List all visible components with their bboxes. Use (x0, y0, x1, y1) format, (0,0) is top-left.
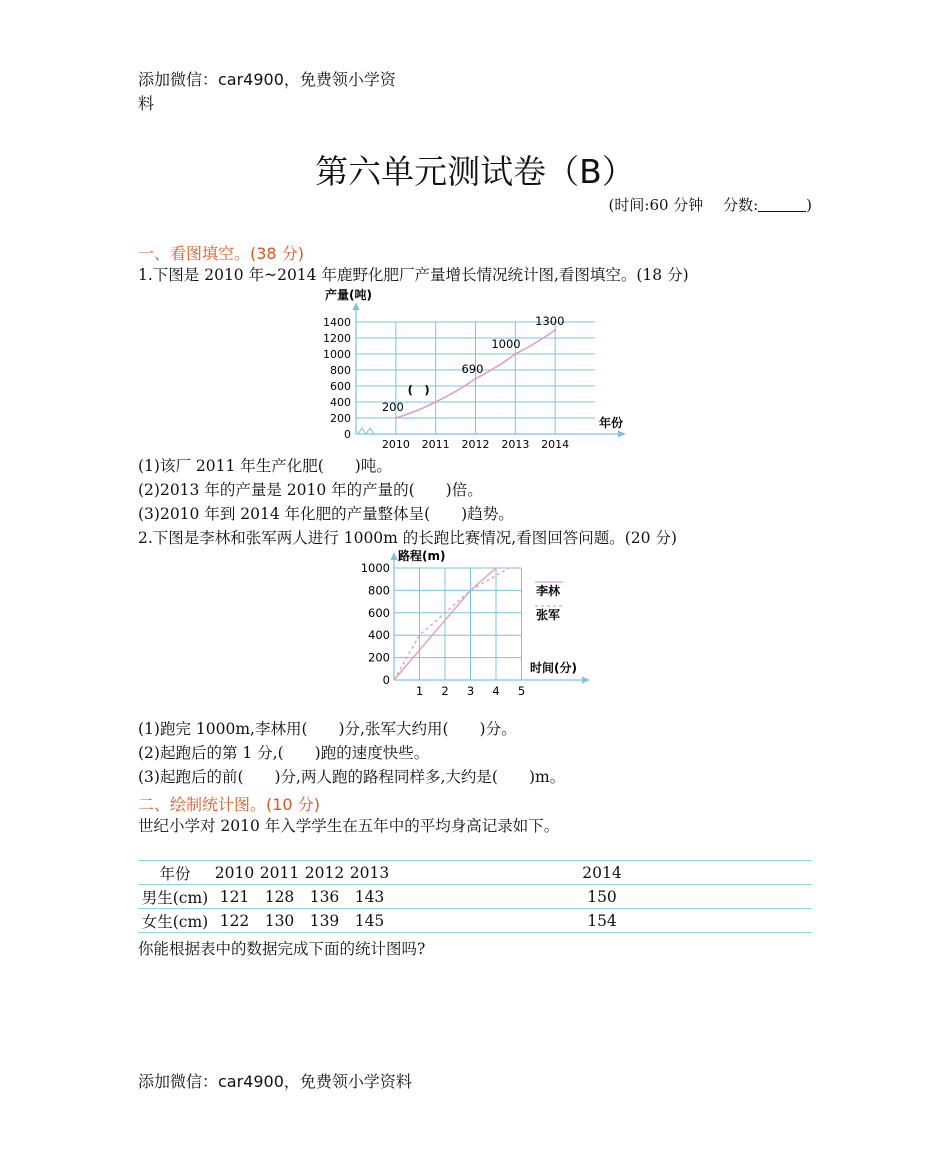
chart1-data-point (474, 378, 476, 380)
chart2-xlabel: 时间(分) (530, 661, 577, 675)
chart1-data-label: ( ) (407, 383, 430, 397)
production-line-chart (310, 280, 640, 452)
table-row (138, 909, 812, 933)
page-title: 第六单元测试卷（B） (315, 152, 635, 191)
table-cell: 2010 (212, 861, 257, 885)
section2-heading: 二、绘制统计图。(10 分) (138, 795, 320, 814)
chart2-x-tick-label: 3 (466, 684, 475, 698)
chart2-x-tick-label: 2 (441, 684, 449, 698)
table-cell: 男生(cm) (138, 885, 212, 909)
chart1-data-label: 200 (381, 400, 404, 414)
chart1-x-tick-label: 2013 (501, 438, 530, 451)
chart1-y-tick-label: 400 (330, 396, 351, 409)
header-ad-line1: 添加微信：car4900，免费领小学资 (138, 70, 396, 89)
chart2-axes (361, 552, 590, 698)
chart1-data-point (395, 417, 397, 419)
chart1-data-point (514, 353, 516, 355)
height-table-header (138, 861, 812, 885)
table-cell: 年份 (138, 861, 212, 885)
header-ad (138, 68, 396, 116)
table-cell: 121 (212, 885, 257, 909)
chart2-x-tick-label: 1 (415, 684, 424, 698)
chart1-data-label: 690 (461, 361, 484, 376)
chart2-grid (394, 568, 522, 680)
exam-meta-text: (时间:60 分钟 分数: (608, 196, 759, 214)
chart2-x-tick-label: 5 (517, 684, 526, 698)
table-cell: 136 (302, 885, 347, 909)
table-cell: 2011 (257, 861, 302, 885)
section2-intro: 世纪小学对 2010 年入学学生在五年中的平均身高记录如下。 (138, 817, 560, 835)
table-cell: 145 (347, 909, 392, 933)
table-cell: 139 (302, 909, 347, 933)
chart2-series-zhangjun (394, 568, 509, 680)
chart2-ylabel: 路程(m) (398, 549, 446, 563)
chart1-data-label: 1000 (491, 337, 521, 351)
chart2-y-tick-label: 1000 (360, 561, 390, 575)
chart1-data-point (434, 401, 436, 403)
chart1-x-tick-label: 2014 (541, 438, 570, 451)
chart1-y-arrow (353, 302, 360, 310)
score-blank (758, 197, 806, 212)
chart1-y-tick-label: 800 (330, 364, 351, 377)
q1-item-2: (2)2013 年的产量是 2010 年的产量的( )倍。 (138, 481, 483, 499)
chart1-data-point (554, 329, 556, 331)
table-question: 你能根据表中的数据完成下面的统计图吗? (138, 940, 426, 958)
chart1-y-tick-label: 200 (330, 412, 351, 425)
q2-item-1: (1)跑完 1000m,李林用( )分,张军大约用( )分。 (138, 720, 517, 738)
table-cell: 150 (392, 885, 812, 909)
chart2-y-tick-label: 400 (368, 628, 390, 643)
height-table (138, 860, 812, 933)
chart2-y-tick-label: 200 (368, 650, 390, 665)
q2-item-3: (3)起跑后的前( )分,两人跑的路程同样多,大约是( )m。 (138, 768, 566, 786)
chart1-axes (323, 302, 626, 451)
table-cell: 130 (257, 909, 302, 933)
chart2-y-tick-label: 0 (382, 673, 390, 687)
section1-heading: 一、看图填空。(38 分) (138, 244, 304, 263)
exam-meta-end: ) (806, 196, 812, 214)
table-cell: 154 (392, 909, 812, 933)
exam-meta (609, 194, 812, 215)
table-cell: 2013 (347, 861, 392, 885)
chart1-y-tick-label: 1200 (323, 332, 351, 345)
chart2-x-tick-label: 4 (492, 684, 500, 698)
chart1-xlabel: 年份 (599, 416, 624, 430)
chart1-data-label: 1300 (535, 314, 565, 328)
table-cell: 女生(cm) (138, 909, 212, 933)
chart1-y-tick-label: 1400 (323, 316, 351, 329)
legend-lilin-label: 李林 (536, 584, 561, 598)
table-row (138, 885, 812, 909)
footer-ad: 添加微信：car4900，免费领小学资料 (138, 1072, 412, 1091)
q1-item-1: (1)该厂 2011 年生产化肥( )吨。 (138, 457, 392, 475)
chart2-y-tick-label: 600 (368, 605, 390, 620)
race-line-chart (360, 546, 600, 698)
table-cell: 128 (257, 885, 302, 909)
chart2-y-tick-label: 800 (368, 583, 390, 598)
table-cell: 122 (212, 909, 257, 933)
chart1-marks (382, 314, 565, 419)
chart1-axis-break (358, 428, 374, 434)
q1-stem: 1.下图是 2010 年~2014 年鹿野化肥厂产量增长情况统计图,看图填空。(18 分) (138, 266, 689, 284)
q2-stem: 2.下图是李林和张军两人进行 1000m 的长跑比赛情况,看图回答问题。(20 分) (138, 529, 677, 547)
chart1-y-tick-label: 0 (344, 428, 351, 441)
chart2-x-arrow (582, 677, 590, 684)
chart1-x-arrow (618, 431, 626, 438)
table-cell: 143 (347, 885, 392, 909)
q2-item-2: (2)起跑后的第 1 分,( )跑的速度快些。 (138, 744, 430, 762)
legend-zhangjun-label: 张军 (536, 608, 561, 622)
chart2-y-arrow (391, 552, 398, 560)
chart1-x-tick-label: 2011 (421, 438, 450, 451)
chart1-y-tick-label: 600 (330, 380, 351, 393)
chart2-legend (535, 582, 563, 622)
chart2-marks (394, 568, 509, 680)
header-ad-line2: 料 (138, 94, 155, 113)
q1-item-3: (3)2010 年到 2014 年化肥的产量整体呈( )趋势。 (138, 505, 514, 523)
table-cell: 2012 (302, 861, 347, 885)
table-cell: 2014 (392, 861, 812, 885)
chart1-ylabel: 产量(吨) (325, 288, 372, 302)
chart1-y-tick-label: 1000 (323, 348, 351, 361)
chart1-x-tick-label: 2010 (381, 438, 410, 451)
chart1-x-tick-label: 2012 (461, 438, 490, 451)
